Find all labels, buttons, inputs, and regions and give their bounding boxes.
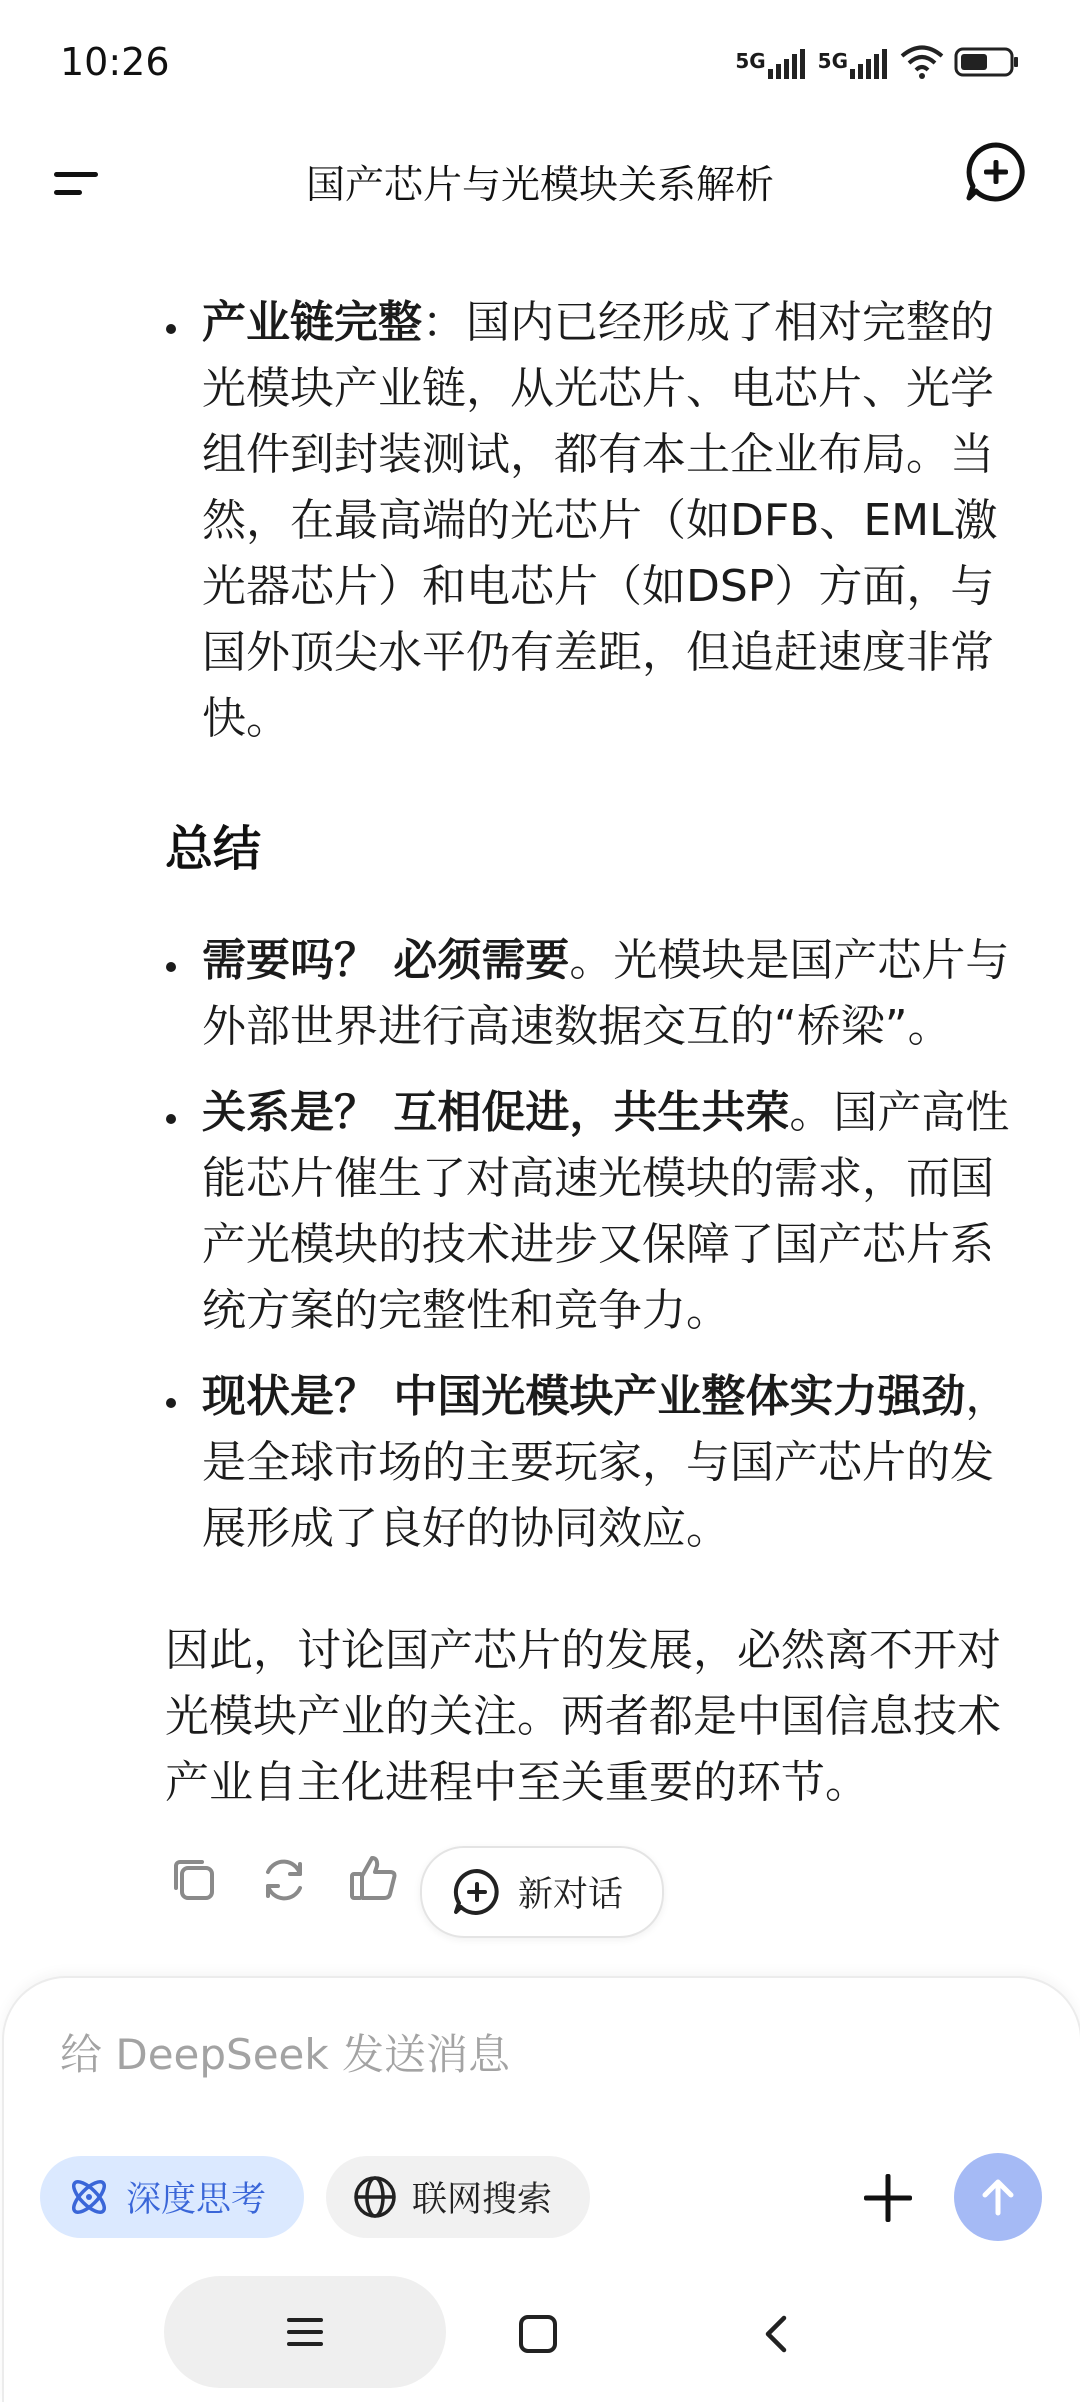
chat-plus-icon <box>452 1867 502 1917</box>
bullet-icon <box>166 962 176 972</box>
menu-icon <box>283 2310 327 2354</box>
chat-message <box>0 200 1080 1970</box>
arrow-up-icon <box>974 2173 1022 2221</box>
wifi-icon <box>900 45 944 83</box>
system-nav-bar <box>0 2270 1080 2400</box>
text-line: 外部世界进行高速数据交互的“桥梁”。 <box>202 1001 952 1052</box>
text-line: 能芯片催生了对高速光模块的需求，而国 <box>202 1153 994 1204</box>
text-line: 展形成了良好的协同效应。 <box>202 1503 730 1554</box>
web-search-label: 联网搜索 <box>412 2180 553 2220</box>
globe-icon <box>352 2174 398 2220</box>
square-icon <box>518 2314 558 2354</box>
text-line: 光模块产业链，从光芯片、电芯片、光学 <box>202 363 994 414</box>
section-heading: 总结 <box>165 821 262 877</box>
status-icons <box>735 44 1020 84</box>
send-button[interactable] <box>954 2153 1042 2241</box>
text-line <box>202 1364 1009 1430</box>
status-time: 10:26 <box>60 40 170 84</box>
text-line: 是全球市场的主要玩家，与国产芯片的发 <box>202 1437 994 1488</box>
bold-lead: 产业链完整 <box>202 297 422 348</box>
text-line: 然，在最高端的光芯片（如DFB、EML激 <box>202 495 998 546</box>
nav-recents-button[interactable] <box>164 2276 446 2388</box>
web-search-toggle[interactable] <box>326 2156 590 2238</box>
network-type-label: 5G <box>817 49 848 73</box>
chevron-left-icon <box>756 2312 796 2356</box>
text-line: 光模块产业的关注。两者都是中国信息技术 <box>165 1691 1001 1742</box>
bullet-icon <box>166 1398 176 1408</box>
text-line: 快。 <box>202 693 290 744</box>
nav-back-button[interactable] <box>748 2306 804 2362</box>
text-line: 国外顶尖水平仍有差距，但追赶速度非常 <box>202 627 994 678</box>
new-dialog-label: 新对话 <box>518 1875 624 1915</box>
text-line <box>202 290 994 356</box>
bold-lead: 关系是？ 互相促进，共生共荣 <box>202 1087 790 1138</box>
battery-icon <box>954 47 1020 81</box>
text-line <box>202 1080 1009 1146</box>
signal-icon <box>735 49 807 79</box>
text-span: 。光模块是国产芯片与 <box>569 935 1010 986</box>
network-type-label: 5G <box>735 49 766 73</box>
text-span: ， <box>965 1371 1010 1422</box>
status-bar <box>0 0 1080 130</box>
text-span: 。国产高性 <box>789 1087 1010 1138</box>
signal-icon <box>818 49 890 79</box>
chat-plus-icon <box>964 140 1028 204</box>
text-line: 组件到封装测试，都有本土企业布局。当 <box>202 429 994 480</box>
text-line: 产光模块的技术进步又保障了国产芯片系 <box>202 1219 994 1270</box>
plus-icon <box>858 2168 918 2228</box>
atom-icon <box>66 2174 112 2220</box>
text-line: 统方案的完整性和竞争力。 <box>202 1285 730 1336</box>
deep-think-toggle[interactable] <box>40 2156 304 2238</box>
new-chat-button[interactable] <box>964 140 1028 204</box>
bullet-icon <box>166 1114 176 1124</box>
text-line: 产业自主化进程中至关重要的环节。 <box>165 1757 869 1808</box>
message-input[interactable] <box>60 2030 820 2079</box>
bullet-icon <box>166 324 176 334</box>
bold-lead: 需要吗？ 必须需要 <box>202 935 570 986</box>
text-line: 光器芯片）和电芯片（如DSP）方面，与 <box>202 561 995 612</box>
attach-button[interactable] <box>858 2168 918 2228</box>
text-line <box>202 928 1009 994</box>
text-span: ：国内已经形成了相对完整的 <box>422 297 994 348</box>
deep-think-label: 深度思考 <box>126 2180 267 2220</box>
bold-lead: 现状是？ 中国光模块产业整体实力强劲 <box>202 1371 966 1422</box>
new-dialog-button[interactable] <box>420 1846 664 1938</box>
text-line: 因此，讨论国产芯片的发展，必然离不开对 <box>165 1625 1001 1676</box>
page-title: 国产芯片与光模块关系解析 <box>305 163 774 208</box>
app-header <box>0 130 1080 240</box>
nav-home-button[interactable] <box>510 2306 566 2362</box>
